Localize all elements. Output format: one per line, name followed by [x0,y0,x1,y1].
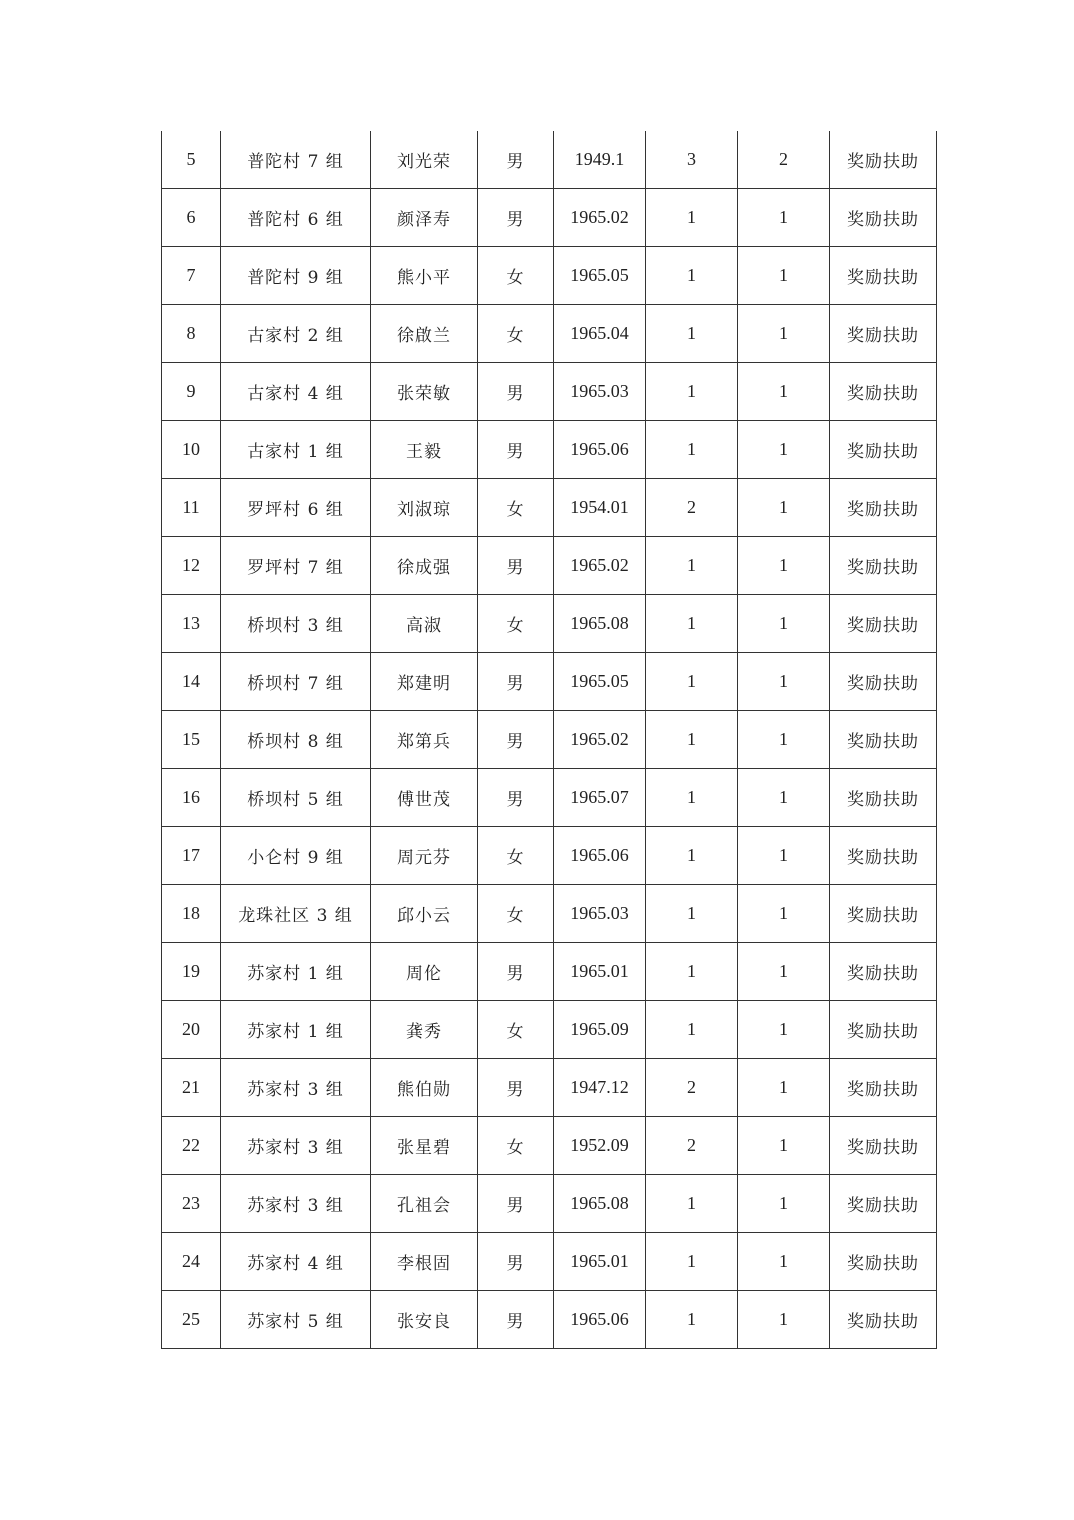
gender-cell: 男 [478,653,554,711]
village-group-cell: 小仑村 9 组 [221,827,371,885]
qualifying-count-cell: 1 [738,1175,830,1233]
person-name-cell: 孔祖会 [371,1175,478,1233]
gender-cell: 男 [478,189,554,247]
row-number-cell: 13 [162,595,221,653]
qualifying-count-cell: 1 [738,769,830,827]
village-group-cell: 桥坝村 3 组 [221,595,371,653]
table-row [162,653,937,711]
support-type-cell: 奖励扶助 [830,885,937,943]
support-type-cell: 奖励扶助 [830,711,937,769]
support-type-cell: 奖励扶助 [830,305,937,363]
qualifying-count-cell: 1 [738,421,830,479]
person-name-cell: 郑第兵 [371,711,478,769]
children-count-cell: 2 [646,1059,738,1117]
person-name-cell: 张安良 [371,1291,478,1349]
table-row [162,363,937,421]
row-number-cell: 19 [162,943,221,1001]
row-number-cell: 25 [162,1291,221,1349]
roster-table [161,131,937,1349]
table-row [162,1291,937,1349]
qualifying-count-cell: 1 [738,1117,830,1175]
gender-cell: 男 [478,363,554,421]
village-group-cell: 苏家村 3 组 [221,1117,371,1175]
table-row [162,189,937,247]
birth-date-cell: 1965.02 [554,537,646,595]
row-number-cell: 18 [162,885,221,943]
gender-cell: 男 [478,711,554,769]
birth-date-cell: 1965.01 [554,1233,646,1291]
table-row [162,595,937,653]
table-row [162,1175,937,1233]
person-name-cell: 刘淑琼 [371,479,478,537]
village-group-cell: 苏家村 1 组 [221,943,371,1001]
person-name-cell: 邱小云 [371,885,478,943]
person-name-cell: 张星碧 [371,1117,478,1175]
children-count-cell: 1 [646,189,738,247]
row-number-cell: 8 [162,305,221,363]
table-row [162,1001,937,1059]
row-number-cell: 7 [162,247,221,305]
children-count-cell: 1 [646,363,738,421]
qualifying-count-cell: 1 [738,1059,830,1117]
row-number-cell: 5 [162,131,221,189]
table-row [162,1059,937,1117]
village-group-cell: 普陀村 7 组 [221,131,371,189]
qualifying-count-cell: 1 [738,479,830,537]
row-number-cell: 9 [162,363,221,421]
gender-cell: 女 [478,885,554,943]
table-row [162,131,937,189]
support-type-cell: 奖励扶助 [830,595,937,653]
gender-cell: 男 [478,421,554,479]
qualifying-count-cell: 1 [738,537,830,595]
support-type-cell: 奖励扶助 [830,769,937,827]
gender-cell: 女 [478,305,554,363]
children-count-cell: 1 [646,1291,738,1349]
qualifying-count-cell: 1 [738,885,830,943]
person-name-cell: 李根固 [371,1233,478,1291]
village-group-cell: 古家村 1 组 [221,421,371,479]
birth-date-cell: 1965.07 [554,769,646,827]
children-count-cell: 1 [646,537,738,595]
qualifying-count-cell: 1 [738,1233,830,1291]
village-group-cell: 苏家村 1 组 [221,1001,371,1059]
birth-date-cell: 1965.02 [554,189,646,247]
village-group-cell: 罗坪村 6 组 [221,479,371,537]
village-group-cell: 普陀村 9 组 [221,247,371,305]
qualifying-count-cell: 1 [738,943,830,1001]
qualifying-count-cell: 1 [738,653,830,711]
row-number-cell: 23 [162,1175,221,1233]
birth-date-cell: 1965.06 [554,1291,646,1349]
table-row [162,769,937,827]
row-number-cell: 10 [162,421,221,479]
gender-cell: 男 [478,131,554,189]
village-group-cell: 桥坝村 7 组 [221,653,371,711]
table-row [162,479,937,537]
support-type-cell: 奖励扶助 [830,421,937,479]
support-type-cell: 奖励扶助 [830,1001,937,1059]
village-group-cell: 古家村 4 组 [221,363,371,421]
birth-date-cell: 1965.06 [554,827,646,885]
children-count-cell: 3 [646,131,738,189]
village-group-cell: 桥坝村 5 组 [221,769,371,827]
children-count-cell: 1 [646,885,738,943]
row-number-cell: 17 [162,827,221,885]
gender-cell: 女 [478,827,554,885]
village-group-cell: 苏家村 5 组 [221,1291,371,1349]
row-number-cell: 15 [162,711,221,769]
village-group-cell: 龙珠社区 3 组 [221,885,371,943]
birth-date-cell: 1965.02 [554,711,646,769]
person-name-cell: 张荣敏 [371,363,478,421]
gender-cell: 男 [478,769,554,827]
village-group-cell: 桥坝村 8 组 [221,711,371,769]
birth-date-cell: 1952.09 [554,1117,646,1175]
birth-date-cell: 1965.05 [554,247,646,305]
table-row [162,537,937,595]
children-count-cell: 1 [646,247,738,305]
village-group-cell: 普陀村 6 组 [221,189,371,247]
table-row [162,305,937,363]
row-number-cell: 21 [162,1059,221,1117]
row-number-cell: 16 [162,769,221,827]
qualifying-count-cell: 1 [738,827,830,885]
birth-date-cell: 1965.05 [554,653,646,711]
village-group-cell: 苏家村 4 组 [221,1233,371,1291]
support-type-cell: 奖励扶助 [830,247,937,305]
table-row [162,247,937,305]
support-type-cell: 奖励扶助 [830,1175,937,1233]
support-type-cell: 奖励扶助 [830,189,937,247]
birth-date-cell: 1965.01 [554,943,646,1001]
birth-date-cell: 1965.06 [554,421,646,479]
qualifying-count-cell: 1 [738,1001,830,1059]
row-number-cell: 22 [162,1117,221,1175]
row-number-cell: 24 [162,1233,221,1291]
village-group-cell: 苏家村 3 组 [221,1059,371,1117]
roster-table-body [162,131,937,1349]
support-type-cell: 奖励扶助 [830,943,937,1001]
birth-date-cell: 1965.03 [554,363,646,421]
qualifying-count-cell: 1 [738,305,830,363]
support-type-cell: 奖励扶助 [830,1059,937,1117]
row-number-cell: 6 [162,189,221,247]
birth-date-cell: 1965.04 [554,305,646,363]
children-count-cell: 2 [646,479,738,537]
support-type-cell: 奖励扶助 [830,479,937,537]
gender-cell: 男 [478,537,554,595]
person-name-cell: 徐成强 [371,537,478,595]
children-count-cell: 1 [646,711,738,769]
birth-date-cell: 1965.03 [554,885,646,943]
support-type-cell: 奖励扶助 [830,827,937,885]
children-count-cell: 1 [646,653,738,711]
children-count-cell: 1 [646,1233,738,1291]
row-number-cell: 11 [162,479,221,537]
village-group-cell: 古家村 2 组 [221,305,371,363]
gender-cell: 女 [478,595,554,653]
person-name-cell: 郑建明 [371,653,478,711]
row-number-cell: 12 [162,537,221,595]
gender-cell: 男 [478,1233,554,1291]
children-count-cell: 1 [646,1175,738,1233]
table-row [162,1117,937,1175]
person-name-cell: 周元芬 [371,827,478,885]
table-row [162,827,937,885]
gender-cell: 女 [478,1117,554,1175]
birth-date-cell: 1954.01 [554,479,646,537]
qualifying-count-cell: 1 [738,595,830,653]
children-count-cell: 1 [646,827,738,885]
support-type-cell: 奖励扶助 [830,653,937,711]
birth-date-cell: 1965.08 [554,1175,646,1233]
birth-date-cell: 1947.12 [554,1059,646,1117]
qualifying-count-cell: 1 [738,247,830,305]
birth-date-cell: 1949.1 [554,131,646,189]
children-count-cell: 2 [646,1117,738,1175]
table-row [162,711,937,769]
person-name-cell: 熊小平 [371,247,478,305]
children-count-cell: 1 [646,305,738,363]
person-name-cell: 刘光荣 [371,131,478,189]
children-count-cell: 1 [646,943,738,1001]
children-count-cell: 1 [646,769,738,827]
gender-cell: 男 [478,943,554,1001]
qualifying-count-cell: 1 [738,711,830,769]
qualifying-count-cell: 1 [738,1291,830,1349]
row-number-cell: 20 [162,1001,221,1059]
children-count-cell: 1 [646,595,738,653]
person-name-cell: 傅世茂 [371,769,478,827]
table-row [162,943,937,1001]
support-type-cell: 奖励扶助 [830,363,937,421]
support-type-cell: 奖励扶助 [830,537,937,595]
gender-cell: 女 [478,1001,554,1059]
person-name-cell: 高淑 [371,595,478,653]
children-count-cell: 1 [646,1001,738,1059]
person-name-cell: 周伦 [371,943,478,1001]
gender-cell: 女 [478,247,554,305]
row-number-cell: 14 [162,653,221,711]
table-row [162,421,937,479]
person-name-cell: 徐啟兰 [371,305,478,363]
person-name-cell: 熊伯勋 [371,1059,478,1117]
qualifying-count-cell: 1 [738,189,830,247]
qualifying-count-cell: 2 [738,131,830,189]
children-count-cell: 1 [646,421,738,479]
support-type-cell: 奖励扶助 [830,1291,937,1349]
person-name-cell: 龚秀 [371,1001,478,1059]
village-group-cell: 罗坪村 7 组 [221,537,371,595]
person-name-cell: 颜泽寿 [371,189,478,247]
support-type-cell: 奖励扶助 [830,131,937,189]
support-type-cell: 奖励扶助 [830,1117,937,1175]
birth-date-cell: 1965.09 [554,1001,646,1059]
table-row [162,885,937,943]
village-group-cell: 苏家村 3 组 [221,1175,371,1233]
qualifying-count-cell: 1 [738,363,830,421]
gender-cell: 男 [478,1175,554,1233]
gender-cell: 男 [478,1059,554,1117]
support-type-cell: 奖励扶助 [830,1233,937,1291]
birth-date-cell: 1965.08 [554,595,646,653]
gender-cell: 女 [478,479,554,537]
gender-cell: 男 [478,1291,554,1349]
person-name-cell: 王毅 [371,421,478,479]
table-row [162,1233,937,1291]
